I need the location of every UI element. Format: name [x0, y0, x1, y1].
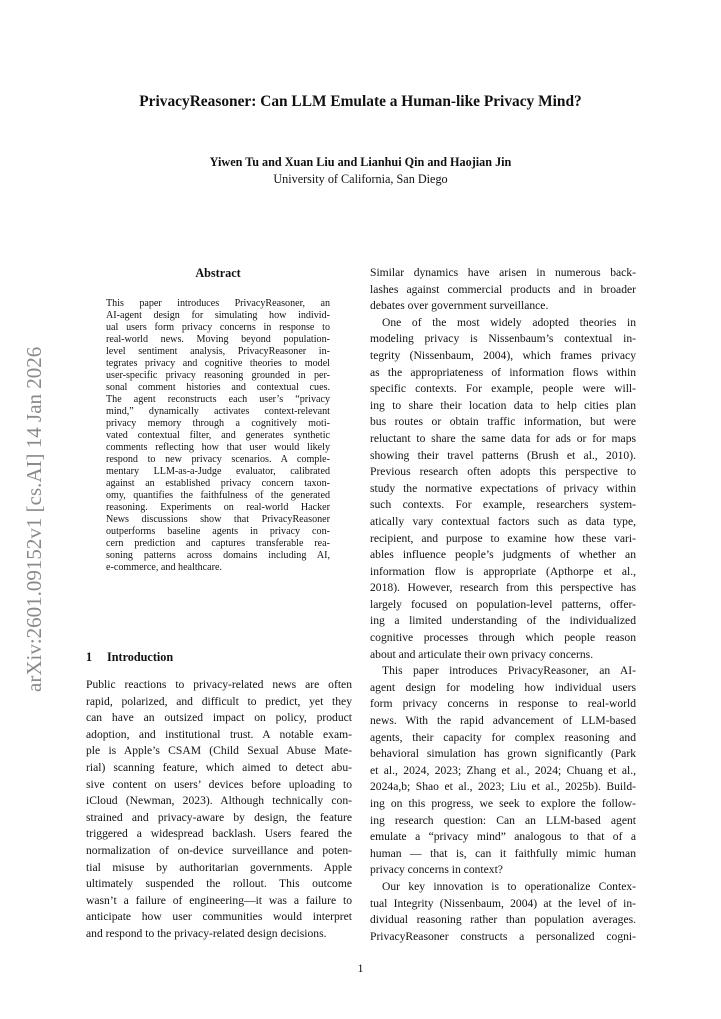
page-number: 1	[357, 961, 364, 975]
arxiv-stamp-text: arXiv:2601.09152v1 [cs.AI] 14 Jan 2026	[22, 346, 46, 692]
text-line: tial misuse by authoritarian governments. Apple	[86, 860, 352, 874]
text-line: showing their travel patterns (Brush et al., 2010).	[370, 448, 636, 462]
text-line: ables influence people’s judgments of whether an	[370, 548, 636, 562]
text-line: lashes against commercial products and in broader	[370, 282, 636, 296]
text-line: reluctant to share the same data for ads or for maps	[370, 431, 636, 445]
text-line: normalization of on-device surveillance and poten-	[86, 843, 352, 857]
text-line: et al., 2024, 2023; Zhang et al., 2024; Chuang et al.,	[370, 763, 636, 777]
text-line: agent design for modeling how individual users	[370, 680, 636, 694]
author-list: Yiwen Tu and Xuan Liu and Lianhui Qin and Haojian Jin	[209, 155, 512, 169]
text-line: News discussions show that PrivacyReasoner	[106, 514, 330, 525]
text-line: form privacy concerns in response to real-world	[370, 697, 636, 711]
text-line: ple is Apple’s CSAM (Child Sexual Abuse Mate-	[86, 744, 352, 758]
text-line: such contexts. For example, researchers system-	[370, 498, 636, 512]
introduction-body-right	[370, 265, 636, 945]
text-line: ing research question: Can an LLM-based agent	[370, 813, 636, 827]
text-line: wasn’t a failure of engineering—it was a failure to	[86, 893, 352, 907]
affiliation: University of California, San Diego	[273, 172, 448, 186]
text-line: triggered a widespread backlash. Users feared the	[86, 827, 352, 841]
text-line: e-commerce, and healthcare.	[106, 562, 223, 573]
text-line: privacy concerns in context?	[370, 863, 503, 877]
paper-title: PrivacyReasoner: Can LLM Emulate a Human-like Privacy Mind?	[139, 93, 582, 110]
introduction-body-left	[86, 677, 352, 943]
text-line: tegrates privacy and cognitive theories to model	[106, 358, 330, 369]
text-line: about and articulate their own privacy concerns.	[370, 647, 594, 661]
text-line: recipient, and purpose to examine how these vari-	[370, 531, 636, 545]
abstract-heading: Abstract	[195, 266, 241, 280]
text-line: bus routes or obtain traffic information, but were	[370, 415, 636, 429]
text-line: mentary LLM-as-a-Judge evaluator, calibrated	[106, 466, 330, 477]
text-line: agents, their capacity for complex reasoning and	[370, 730, 636, 744]
text-line: ing on this progress, we seek to explore the follow-	[370, 797, 636, 810]
text-line: vated contextual filter, and generates synthetic	[106, 430, 330, 441]
arxiv-sidebar-stamp	[22, 300, 48, 692]
text-line: information flow is appropriate (Apthorpe et al.,	[370, 564, 636, 578]
text-line: ual users form privacy concerns in response to	[106, 322, 330, 333]
text-line: behavioral simulation has grown significantly (Park	[370, 747, 636, 761]
text-line: 2018). However, research from this perspective has	[370, 581, 636, 595]
text-line: This paper introduces PrivacyReasoner, an AI-	[382, 664, 636, 678]
text-line: The agent reconstructs each user’s “privacy	[106, 394, 330, 405]
text-line: news. With the rapid advancement of LLM-based	[370, 714, 636, 728]
text-line: soning patterns across domains including AI,	[106, 550, 330, 561]
text-line: Our key innovation is to operationalize Contex-	[382, 879, 636, 893]
text-line: dividual reasoning rather than population averages.	[370, 913, 636, 927]
text-line: sonal comment histories and contextual cues.	[106, 382, 330, 393]
text-line: cern prediction and captures transferable rea-	[106, 538, 330, 549]
text-line: against an established privacy concern taxon-	[106, 478, 330, 489]
section-heading-introduction	[86, 650, 173, 665]
section-number: 1	[86, 650, 93, 664]
text-line: tegrity (Nissenbaum, 2004), which frames privacy	[370, 348, 636, 362]
abstract-body	[106, 298, 330, 574]
text-line: as the appropriateness of information flows within	[370, 365, 636, 379]
text-line: ing to share their location data to help cities plan	[370, 398, 636, 412]
text-line: anticipate how user communities would interpret	[86, 910, 352, 924]
text-line: outperforms baseline agents in privacy con-	[106, 526, 330, 537]
text-line: rial) scanning feature, which aimed to detect abu-	[86, 760, 352, 774]
text-line: specific contexts. For example, people were will-	[370, 382, 636, 396]
text-line: sive content on users’ devices before uploading to	[86, 777, 352, 791]
text-line: cognitive processes through which people reason	[370, 631, 636, 645]
section-title: Introduction	[107, 650, 174, 664]
text-line: level sentiment analysis, PrivacyReasoner in-	[106, 346, 330, 357]
text-line: AI-agent design for simulating how individ-	[106, 310, 330, 321]
text-line: 2024a,b; Shao et al., 2023; Liu et al., 2025b). Build-	[370, 780, 636, 794]
text-line: Public reactions to privacy-related news are often	[86, 678, 352, 691]
text-line: ultimately suspended the rollout. This outcome	[86, 877, 352, 891]
text-line: modeling privacy is Nissenbaum’s contextual in-	[370, 332, 636, 346]
text-line: ing a limited understanding of the individualized	[370, 614, 636, 628]
text-line: debates over government surveillance.	[370, 299, 549, 313]
text-line: reasoning. Experiments on real-world Hacker	[106, 502, 330, 513]
text-line: mind,” dynamically activates context-relevant	[106, 406, 330, 417]
text-line: adoption, and institutional trust. A notable exam-	[86, 727, 352, 741]
text-line: largely focused on population-level patterns, offer-	[370, 597, 636, 611]
text-line: omy, quantifies the faithfulness of the generated	[106, 490, 330, 501]
text-line: comments reflecting how that user would likely	[106, 442, 330, 453]
text-line: strained and privacy-aware by design, the feature	[86, 810, 352, 824]
text-line: emulate a “privacy mind” analogous to that of a	[370, 830, 636, 844]
text-line: atically vary contextual factors such as data type,	[370, 514, 636, 528]
text-line: respond to new privacy scenarios. A comple-	[106, 454, 330, 465]
text-line: human — that is, can it faithfully mimic human	[370, 846, 636, 860]
text-line: Similar dynamics have arisen in numerous back-	[370, 266, 636, 279]
text-line: This paper introduces PrivacyReasoner, an	[106, 298, 330, 309]
text-line: iCloud (Newman, 2023). Although technically con-	[86, 794, 352, 808]
text-line: user-specific privacy reasoning grounded in per-	[106, 370, 330, 381]
text-line: Previous research often adopts this perspective to	[370, 465, 636, 479]
text-line: study the normative expectations of privacy within	[370, 481, 636, 495]
text-line: real-world news. Moving beyond population-	[106, 334, 330, 345]
text-line: One of the most widely adopted theories in	[382, 315, 636, 329]
text-line: and respond to the privacy-related design decisions.	[86, 926, 327, 940]
text-line: rapid, polarized, and difficult to predict, yet they	[86, 694, 352, 708]
text-line: tual Integrity (Nissenbaum, 2004) at the level of in-	[370, 896, 636, 910]
text-line: privacy memory through a cognitively moti-	[106, 418, 330, 429]
text-line: PrivacyReasoner constructs a personalized cogni-	[370, 929, 636, 943]
text-line: can have an outsized impact on policy, product	[86, 711, 352, 725]
